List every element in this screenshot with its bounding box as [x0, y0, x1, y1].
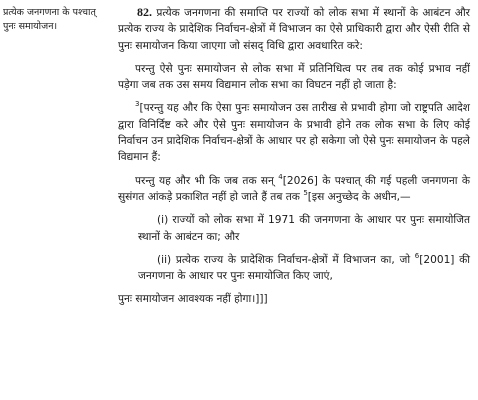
clause-ii [118, 252, 470, 285]
clause-ii-part-b: [2001] की जनगणना के आधार पर पुनः समायोजित किए जाएं, [138, 253, 470, 283]
footnote-marker-6[interactable]: 6 [414, 251, 420, 260]
proviso-2 [118, 100, 470, 165]
footnote-marker-5[interactable]: 5 [303, 188, 308, 197]
footnote-marker-4[interactable]: 4 [278, 172, 283, 181]
footnote-marker-3[interactable]: 3 [135, 100, 140, 109]
proviso-3-part-c: [इस अनुच्छेद के अधीन,— [307, 190, 411, 203]
proviso-3-part-b: [2026] के पश्चात् की गई पहली जनगणना के सुसंगत आंकड़े प्रकाशित नहीं हो जाते हैं तब तक [118, 174, 470, 203]
article-body [118, 4, 470, 308]
section-body: प्रत्येक जनगणना की समाप्ति पर राज्यों को लोक सभा में स्थानों के आबंटन और प्रत्येक राज्य के प्रादेशिक निर्वाचन-क्षेत्रों में विभाजन का ऐसे प्राधिकारी द्वारा और ऐसी रीति से पुनः समायोजन किया जाएगा जो संसद् विधि द्वारा अवधारित करे: [118, 7, 470, 52]
marginal-note: प्रत्येक जनगणना के पश्चात् पुनः समायोजन। [3, 7, 96, 32]
clause-ii-part-a: (ii) प्रत्येक राज्य के प्रादेशिक निर्वाचन-क्षेत्रों में विभाजन का, जो [157, 253, 415, 266]
proviso-3 [118, 173, 470, 206]
proviso-1: परन्तु ऐसे पुनः समायोजन से लोक सभा में प्रतिनिधित्व पर तब तक कोई प्रभाव नहीं पड़ेगा जब तक उस समय विद्यमान लोक सभा का विघटन नहीं हो जाता है: [118, 62, 470, 92]
section-number: 82. [137, 5, 152, 19]
section-82-text [118, 4, 470, 54]
proviso-3-part-a: परन्तु यह और भी कि जब तक सन् [135, 174, 279, 187]
clause-i: (i) राज्यों को लोक सभा में 1971 की जनगणना के आधार पर पुनः समायोजित स्थानों के आबंटन का; और [138, 214, 470, 243]
closing-line: पुनः समायोजन आवश्यक नहीं होगा।]]] [118, 293, 268, 306]
proviso-2-body: [परन्तु यह और कि ऐसा पुनः समायोजन उस तारीख से प्रभावी होगा जो राष्ट्रपति आदेश द्वारा विनिर्दिष्ट करे और ऐसे पुनः समायोजन के प्रभावी होने तक लोक सभा के लिए कोई निर्वाचन उन प्रादेशिक निर्वाचन-क्षेत्रों के आधार पर हो सकेगा जो ऐसे पुनः समायोजन के पहले विद्यमान हैं: [118, 102, 470, 164]
